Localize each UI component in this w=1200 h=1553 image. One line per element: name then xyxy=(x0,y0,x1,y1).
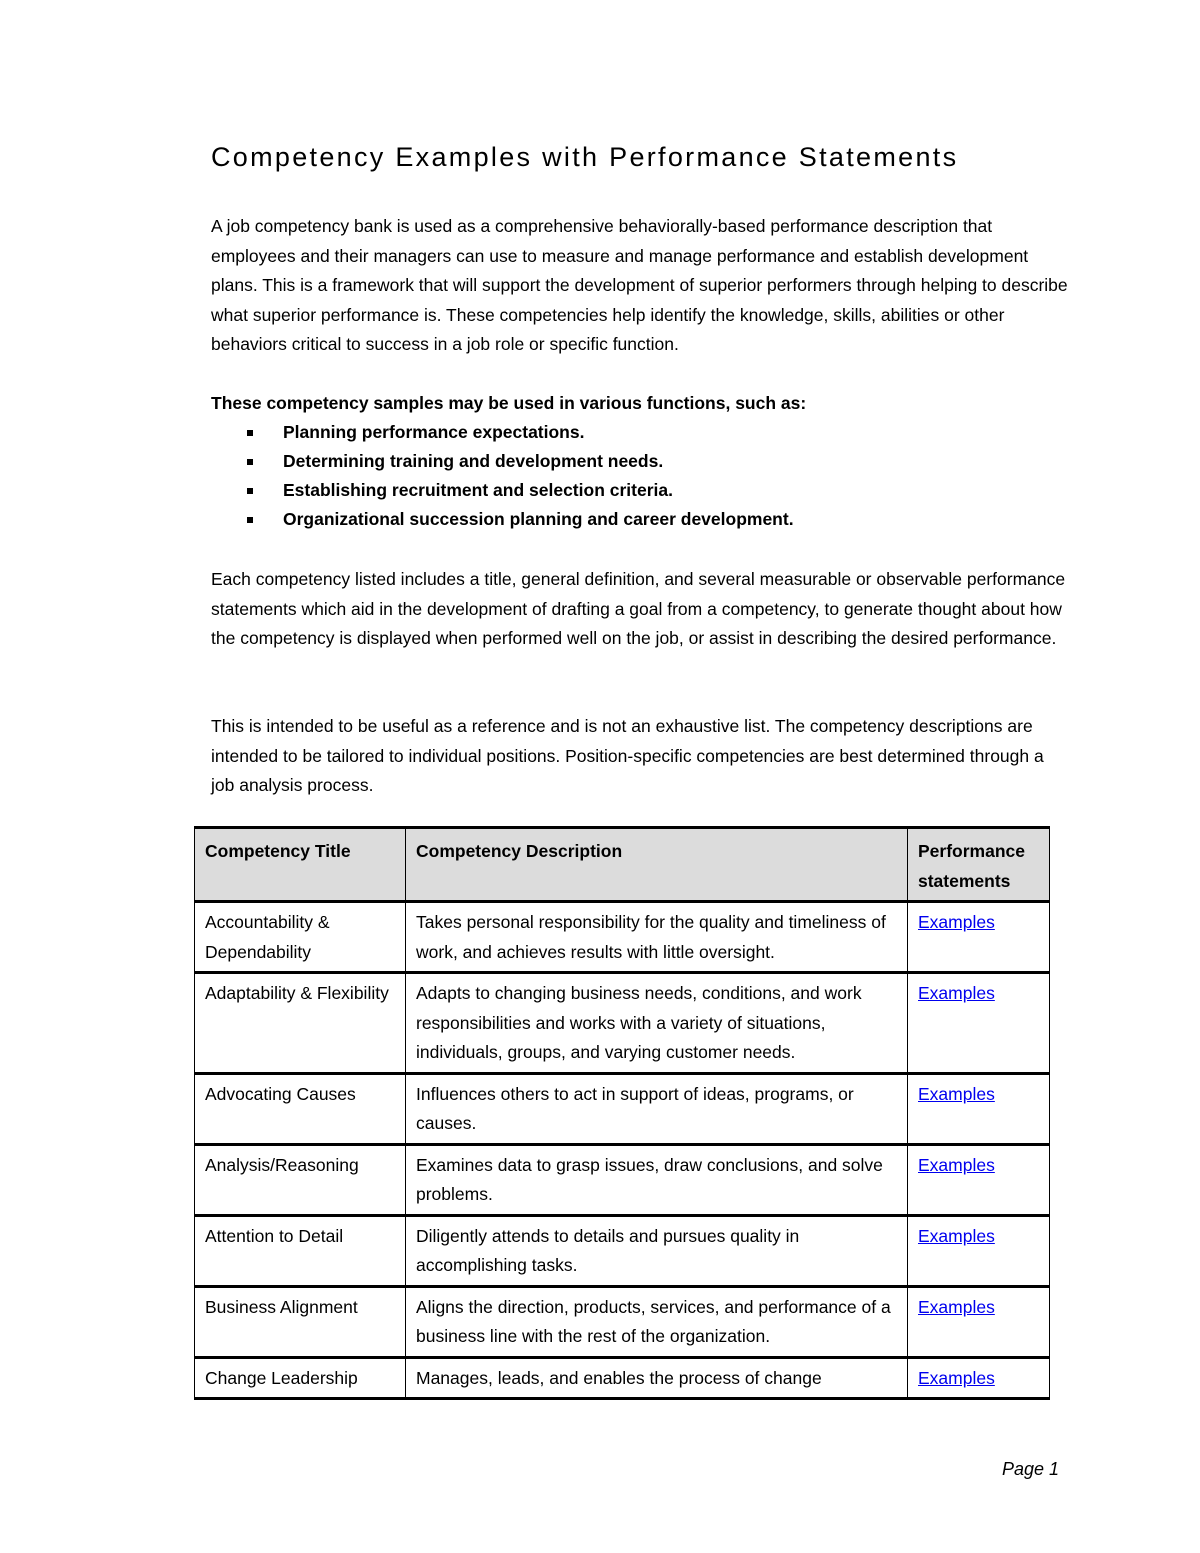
competency-title-cell: Accountability & Dependability xyxy=(195,902,406,973)
square-bullet-icon xyxy=(247,459,253,465)
column-header-description: Competency Description xyxy=(406,828,908,902)
examples-link[interactable]: Examples xyxy=(918,1154,995,1175)
square-bullet-icon xyxy=(247,517,253,523)
uses-list-item xyxy=(211,505,794,534)
table-header-row xyxy=(195,828,1050,902)
examples-link[interactable]: Examples xyxy=(918,1083,995,1104)
competency-table xyxy=(194,826,1050,1400)
page-title: Competency Examples with Performance Statements xyxy=(211,142,959,172)
examples-link[interactable]: Examples xyxy=(918,1296,995,1317)
performance-cell xyxy=(908,1215,1050,1286)
table-row xyxy=(195,973,1050,1074)
uses-list-item-text: Organizational succession planning and career development. xyxy=(283,509,794,529)
competency-description-cell: Manages, leads, and enables the process of change xyxy=(406,1357,908,1399)
examples-link[interactable]: Examples xyxy=(918,1367,995,1388)
competency-title-cell: Analysis/Reasoning xyxy=(195,1144,406,1215)
competency-description-cell: Examines data to grasp issues, draw conclusions, and solve problems. xyxy=(406,1144,908,1215)
table-row xyxy=(195,1357,1050,1399)
table-row xyxy=(195,1286,1050,1357)
uses-list-item-text: Establishing recruitment and selection criteria. xyxy=(283,480,673,500)
competency-description-cell: Diligently attends to details and pursues quality in accomplishing tasks. xyxy=(406,1215,908,1286)
performance-cell xyxy=(908,1144,1050,1215)
table-row xyxy=(195,902,1050,973)
uses-list-item xyxy=(211,418,794,447)
page-number: Page 1 xyxy=(1001,1459,1059,1479)
uses-list-item-text: Planning performance expectations. xyxy=(283,422,585,442)
description-paragraph: Each competency listed includes a title, general definition, and several measurable or observable performance statements which aid in the development of drafting a goal from a competency, to generate thought about how the competency is displayed when performed well on the job, or assist in describing the desired performance. xyxy=(211,569,1066,648)
performance-cell xyxy=(908,1073,1050,1144)
competency-description-cell: Adapts to changing business needs, conditions, and work responsibilities and works with a variety of situations, individuals, groups, and varying customer needs. xyxy=(406,973,908,1074)
table-row xyxy=(195,1144,1050,1215)
square-bullet-icon xyxy=(247,488,253,494)
competency-title-cell: Attention to Detail xyxy=(195,1215,406,1286)
column-header-performance: Performance statements xyxy=(908,828,1050,902)
competency-title-cell: Business Alignment xyxy=(195,1286,406,1357)
performance-cell xyxy=(908,1286,1050,1357)
uses-heading: These competency samples may be used in various functions, such as: xyxy=(211,393,807,413)
performance-cell xyxy=(908,1357,1050,1399)
competency-description-cell: Aligns the direction, products, services, and performance of a business line with the rest of the organization. xyxy=(406,1286,908,1357)
competency-title-cell: Adaptability & Flexibility xyxy=(195,973,406,1074)
examples-link[interactable]: Examples xyxy=(918,983,995,1003)
performance-cell xyxy=(908,902,1050,973)
uses-list-item xyxy=(211,476,794,505)
table-row xyxy=(195,1073,1050,1144)
reference-paragraph: This is intended to be useful as a reference and is not an exhaustive list. The competency descriptions are intended to be tailored to individual positions. Position-specific competencies are best determined through a job analysis process. xyxy=(211,716,1044,795)
examples-link[interactable]: Examples xyxy=(918,1225,995,1246)
competency-title-cell: Advocating Causes xyxy=(195,1073,406,1144)
examples-link[interactable]: Examples xyxy=(918,912,995,932)
competency-description-cell: Influences others to act in support of ideas, programs, or causes. xyxy=(406,1073,908,1144)
square-bullet-icon xyxy=(247,430,253,436)
uses-list-item xyxy=(211,447,794,476)
uses-list-item-text: Determining training and development needs. xyxy=(283,451,664,471)
intro-paragraph: A job competency bank is used as a comprehensive behaviorally-based performance description that employees and their managers can use to measure and manage performance and establish development plans. This is a framework that will support the development of superior performers through helping to describe what superior performance is. These competencies help identify the knowledge, skills, abilities or other behaviors critical to success in a job role or specific function. xyxy=(211,216,1068,354)
competency-description-cell: Takes personal responsibility for the quality and timeliness of work, and achieves results with little oversight. xyxy=(406,902,908,973)
uses-list xyxy=(211,418,794,534)
table-row xyxy=(195,1215,1050,1286)
column-header-title: Competency Title xyxy=(195,828,406,902)
performance-cell xyxy=(908,973,1050,1074)
competency-title-cell: Change Leadership xyxy=(195,1357,406,1399)
